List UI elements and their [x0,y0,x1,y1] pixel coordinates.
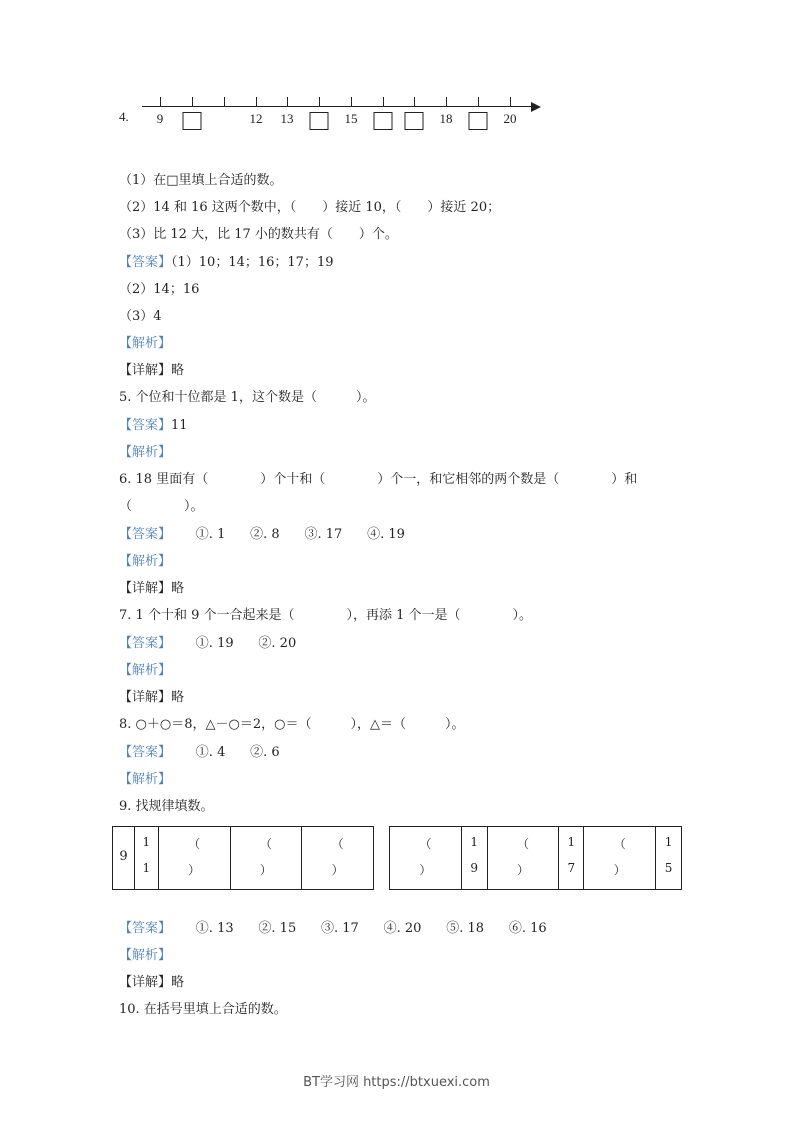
tick-label: 15 [344,111,358,126]
number-line-tick [319,97,320,107]
cell-bottom: 9 [470,861,479,875]
cell-bottom: ） [331,863,344,877]
tick-label: 13 [280,111,294,126]
detail-text: 略 [171,975,185,990]
cell-top: （ [188,837,201,851]
analysis-label: 【解析】 [119,663,172,678]
cell-top: 1 [470,835,479,849]
q4-answer-2: （2）14；16 [119,282,200,297]
table-cell[interactable] [488,827,560,889]
footer-watermark: BT学习网 https://btxuexi.com [303,1075,490,1090]
q7-detail [119,690,184,706]
number-line-tick [446,97,447,107]
cell-bottom: ） [259,863,272,877]
q5-question: 5. 个位和十位都是 1，这个数是（ ）。 [119,390,376,405]
answer-text: ①. 13 ②. 15 ③. 17 ④. 20 ⑤. 18 ⑥. 16 [171,921,547,936]
detail-label: 【详解】 [119,581,172,596]
cell-top: （ [331,837,344,851]
cell-bottom: 5 [664,861,673,875]
answer-text: ①. 1 ②. 8 ③. 17 ④. 19 [171,527,405,542]
cell-bottom: 1 [142,861,151,875]
answer-text: 11 [171,418,188,433]
detail-text: 略 [171,581,185,596]
detail-label: 【详解】 [119,975,172,990]
cell-bottom: ） [613,863,626,877]
table-cell[interactable] [584,827,656,889]
q6-question-line2: （ ）。 [119,499,204,514]
answer-label: 【答案】 [119,527,172,542]
tick-label: 20 [503,111,517,126]
answer-blank-box[interactable] [310,112,329,130]
pattern-table-2 [389,826,682,890]
answer-label: 【答案】 [119,921,172,936]
cell-top: （ [517,837,530,851]
q10-question: 10. 在括号里填上合适的数。 [119,1002,287,1017]
answer-label: 【答案】 [119,418,172,433]
question-number: 4. [119,109,129,124]
number-line-tick [256,97,257,107]
number-line-tick [351,97,352,107]
table-cell[interactable] [302,827,373,889]
q4-sub3: （3）比 12 大，比 17 小的数共有（ ）个。 [119,227,398,242]
answer-blank-box[interactable] [183,112,202,130]
table-cell [462,827,488,889]
answer-label: 【答案】 [119,255,172,270]
table-cell [559,827,584,889]
number-line-tick [414,97,415,107]
q9-answer [119,921,547,937]
cell-bottom: ） [188,863,201,877]
detail-label: 【详解】 [119,690,172,705]
q4-detail [119,363,184,379]
arrow-right-icon [531,102,541,112]
answer-blank-box[interactable] [469,112,488,130]
tick-label: 12 [249,111,263,126]
tick-label: 9 [156,111,164,126]
table-cell[interactable] [231,827,303,889]
tick-label: 18 [439,111,453,126]
number-line-tick [510,97,511,107]
number-line-tick [287,97,288,107]
number-line-tick [383,97,384,107]
detail-text: 略 [171,363,185,378]
q9-question: 9. 找规律填数。 [119,799,214,814]
table-cell[interactable] [159,827,231,889]
q6-answer [119,527,405,543]
cell-top: （ [419,837,432,851]
q6-detail [119,581,184,597]
table-cell [113,827,135,889]
q7-question: 7. 1 个十和 9 个一合起来是（ ），再添 1 个一是（ ）。 [119,608,533,623]
analysis-label: 【解析】 [119,445,172,460]
answer-label: 【答案】 [119,745,172,760]
q4-sub1: （1）在□里填上合适的数。 [119,173,283,188]
q5-answer [119,418,188,434]
answer-blank-box[interactable] [374,112,393,130]
number-line-tick [160,97,161,107]
q9-detail [119,975,184,991]
answer-text: ①. 4 ②. 6 [171,745,280,760]
detail-label: 【详解】 [119,363,172,378]
answer-text: （1）10；14；16；17；19 [171,255,334,270]
table-cell[interactable] [390,827,462,889]
q6-question-line1: 6. 18 里面有（ ）个十和（ ）个一，和它相邻的两个数是（ ）和 [119,472,638,487]
table-cell [135,827,159,889]
q8-answer [119,745,280,761]
number-line-axis [142,106,532,107]
cell-bottom: ） [419,863,432,877]
table-cell [656,827,681,889]
cell-bottom: 7 [567,861,576,875]
analysis-label: 【解析】 [119,554,172,569]
number-line-tick [192,97,193,107]
cell-top: （ [613,837,626,851]
detail-text: 略 [171,690,185,705]
number-line-tick [224,97,225,107]
answer-label: 【答案】 [119,636,172,651]
q4-answer-3: （3）4 [119,309,162,324]
number-line-tick [478,97,479,107]
q7-answer [119,636,296,652]
analysis-label: 【解析】 [119,336,172,351]
cell-top: （ [259,837,272,851]
q8-question: 8. ○＋○＝8，△－○＝2，○＝（ ），△＝（ ）。 [119,717,465,732]
cell-top: 1 [664,835,673,849]
answer-text: ①. 19 ②. 20 [171,636,297,651]
q4-answer [119,255,334,271]
cell-value: 9 [119,849,128,864]
analysis-label: 【解析】 [119,772,172,787]
answer-blank-box[interactable] [405,112,424,130]
cell-bottom: ） [517,863,530,877]
cell-top: 1 [142,835,151,849]
pattern-table-1 [112,826,374,890]
cell-top: 1 [567,835,576,849]
q4-sub2: （2）14 和 16 这两个数中，（ ）接近 10，（ ）接近 20； [119,200,501,215]
analysis-label: 【解析】 [119,948,172,963]
